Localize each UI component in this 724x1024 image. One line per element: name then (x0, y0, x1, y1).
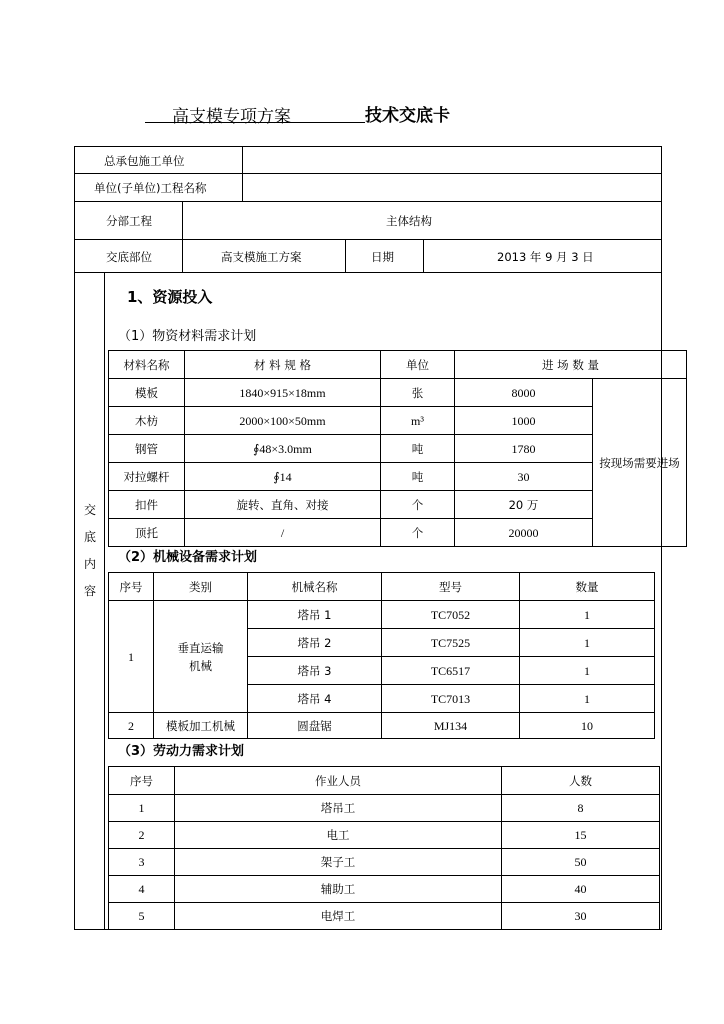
column-header: 单位 (381, 351, 455, 379)
header-row-contractor (74, 147, 662, 174)
labor-worker: 架子工 (175, 849, 502, 876)
labor-worker: 电工 (175, 822, 502, 849)
column-header: 作业人员 (175, 767, 502, 795)
labor-no: 3 (109, 849, 175, 876)
machine-name: 圆盘锯 (248, 713, 382, 739)
header-grid (74, 146, 662, 264)
machine-category: 模板加工机械 (154, 713, 248, 739)
labor-no: 4 (109, 876, 175, 903)
material-name: 木枋 (109, 407, 185, 435)
machine-qty: 1 (520, 657, 655, 685)
content-label-char: 内 (83, 557, 96, 571)
content-label-char: 交 (83, 503, 96, 517)
date-label: 日期 (371, 250, 394, 264)
material-qty: 8000 (455, 379, 593, 407)
labor-count: 50 (502, 849, 660, 876)
material-qty: 30 (455, 463, 593, 491)
table-row (109, 849, 660, 876)
machine-model: TC7525 (382, 629, 520, 657)
title-main: 技术交底卡 (365, 106, 450, 126)
machine-name: 塔吊 4 (248, 685, 382, 713)
location-value: 高支模施工方案 (221, 250, 302, 264)
machine-category: 垂直运输机械 (154, 601, 248, 713)
content-label-char: 底 (83, 530, 96, 544)
material-name: 钢管 (109, 435, 185, 463)
column-header: 人数 (502, 767, 660, 795)
labor-no: 5 (109, 903, 175, 930)
material-spec: 2000×100×50mm (185, 407, 381, 435)
material-unit: 个 (381, 491, 455, 519)
labor-no: 2 (109, 822, 175, 849)
material-spec: 旋转、直角、对接 (185, 491, 381, 519)
material-spec: / (185, 519, 381, 547)
material-qty: 1780 (455, 435, 593, 463)
material-unit: 吨 (381, 435, 455, 463)
labor-count: 30 (502, 903, 660, 930)
machine-qty: 10 (520, 713, 655, 739)
table-header-row (109, 767, 660, 795)
division-label: 分部工程 (106, 214, 152, 228)
machine-name: 塔吊 3 (248, 657, 382, 685)
machine-name: 塔吊 2 (248, 629, 382, 657)
material-qty: 20000 (455, 519, 593, 547)
machine-qty: 1 (520, 629, 655, 657)
table-row (109, 903, 660, 930)
subheading-materials: （1）物资材料需求计划 (118, 329, 257, 344)
machine-model: TC6517 (382, 657, 520, 685)
materials-table (108, 350, 687, 547)
subheading-labor: （3）劳动力需求计划 (118, 744, 245, 759)
material-spec: 1840×915×18mm (185, 379, 381, 407)
column-header: 类别 (154, 573, 248, 601)
material-name: 对拉螺杆 (109, 463, 185, 491)
column-header: 机械名称 (248, 573, 382, 601)
date-value: 2013 年 9 月 3 日 (497, 250, 594, 264)
material-qty: 20 万 (455, 491, 593, 519)
subheading-machinery: （2）机械设备需求计划 (118, 550, 258, 565)
machine-model: TC7013 (382, 685, 520, 713)
table-row (109, 379, 687, 407)
labor-table (108, 766, 660, 930)
division-value: 主体结构 (386, 214, 432, 228)
material-name: 模板 (109, 379, 185, 407)
material-name: 顶托 (109, 519, 185, 547)
material-qty: 1000 (455, 407, 593, 435)
content-label-char: 容 (83, 584, 96, 598)
title-prefix: 高支模专项方案 (172, 107, 291, 127)
content-label (78, 497, 102, 605)
section-heading-resources: 1、资源投入 (127, 288, 213, 306)
labor-worker: 塔吊工 (175, 795, 502, 822)
labor-count: 8 (502, 795, 660, 822)
labor-count: 15 (502, 822, 660, 849)
labor-no: 1 (109, 795, 175, 822)
column-header: 型号 (382, 573, 520, 601)
table-row (109, 601, 655, 629)
column-header: 序号 (109, 767, 175, 795)
material-unit: 个 (381, 519, 455, 547)
machine-name: 塔吊 1 (248, 601, 382, 629)
document-title (0, 100, 724, 126)
machine-model: TC7052 (382, 601, 520, 629)
material-note: 按现场需要进场 (593, 379, 687, 547)
table-row (109, 713, 655, 739)
material-unit: 张 (381, 379, 455, 407)
column-header: 数量 (520, 573, 655, 601)
column-header: 进 场 数 量 (455, 351, 687, 379)
machinery-table (108, 572, 655, 739)
table-row (109, 876, 660, 903)
material-unit: m³ (381, 407, 455, 435)
project-name-label: 单位(子单位)工程名称 (94, 181, 207, 195)
material-spec: ∮14 (185, 463, 381, 491)
header-row-project (74, 174, 662, 202)
material-unit: 吨 (381, 463, 455, 491)
labor-worker: 辅助工 (175, 876, 502, 903)
header-row-division (74, 202, 662, 240)
material-name: 扣件 (109, 491, 185, 519)
table-row (109, 822, 660, 849)
table-header-row (109, 573, 655, 601)
machine-model: MJ134 (382, 713, 520, 739)
column-header: 材料名称 (109, 351, 185, 379)
table-header-row (109, 351, 687, 379)
machine-group-no: 2 (109, 713, 154, 739)
machine-qty: 1 (520, 601, 655, 629)
general-contractor-label: 总承包施工单位 (104, 154, 185, 168)
machine-qty: 1 (520, 685, 655, 713)
column-header: 序号 (109, 573, 154, 601)
material-spec: ∮48×3.0mm (185, 435, 381, 463)
labor-count: 40 (502, 876, 660, 903)
location-label: 交底部位 (106, 250, 152, 264)
machine-group-no: 1 (109, 601, 154, 713)
labor-worker: 电焊工 (175, 903, 502, 930)
header-row-location (74, 240, 662, 273)
column-header: 材 料 规 格 (185, 351, 381, 379)
content-label-divider (104, 272, 105, 930)
table-row (109, 795, 660, 822)
